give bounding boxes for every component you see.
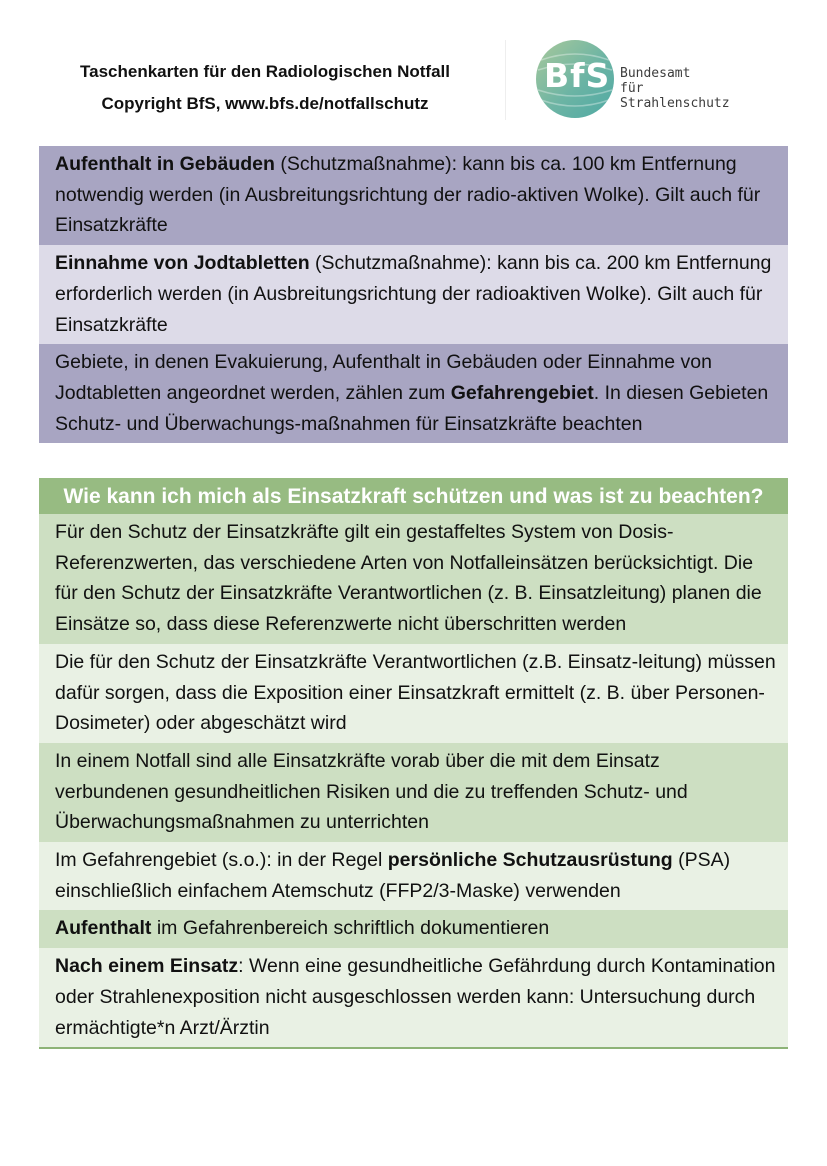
- info-row-iodine: [39, 245, 788, 344]
- info-row-shelter: [39, 146, 788, 245]
- row-text: im Gefahrenbereich schriftlich dokumentieren: [151, 917, 550, 940]
- row-emphasis: Gefahrengebiet: [450, 381, 594, 404]
- row-text: (Schutzmaßnahme): kann bis ca. 200 km Entfernung erforderlich werden (in Ausbreitungsrichtung der radioaktiven Wolke). Gilt auch für Einsatzkräfte: [55, 252, 772, 336]
- logo-mark-text: BfS: [544, 56, 611, 95]
- row-text: In einem Notfall sind alle Einsatzkräfte vorab über die mit dem Einsatz verbundenen gesundheitlichen Risiken und die zu treffenden Schutz- und Überwachungsmaßnahmen zu unterrichten: [55, 749, 688, 834]
- protective-measures-section: [39, 146, 788, 443]
- row-text: Im Gefahrengebiet (s.o.): in der Regel: [55, 849, 388, 872]
- row-text: Für den Schutz der Einsatzkräfte gilt ein gestaffeltes System von Dosis-Referenzwerten, das verschiedene Arten von Notfalleinsätzen berücksichtigt. Die für den Schutz der Einsatzkräfte Verantwortlichen (z. B. Einsatzleitung) planen die Einsätze so, dass diese Referenzwerte nicht überschritten werden: [55, 521, 762, 636]
- info-row-exposure: [39, 644, 788, 743]
- info-row-documentation: [39, 910, 788, 948]
- info-row-reference-values: [39, 514, 788, 644]
- row-text: : Wenn eine gesundheitliche Gefährdung durch Kontamination oder Strahlenexposition nicht ausgeschlossen werden kann: Untersuchung durch ermächtigte*n Arzt/Ärztin: [55, 955, 776, 1039]
- row-emphasis: Einnahme von Jodtabletten: [55, 252, 310, 275]
- row-emphasis: persönliche Schutzausrüstung: [387, 849, 673, 872]
- responder-protection-section: [39, 478, 788, 1049]
- row-emphasis: Aufenthalt in Gebäuden: [55, 153, 275, 175]
- logo-name-line1: Bundesamt: [620, 66, 691, 81]
- row-text: (PSA) einschließlich einfachem Atemschutz (FFP2/3-Maske) verwenden: [55, 849, 731, 902]
- header-divider: [505, 40, 506, 120]
- info-row-ppe: [39, 842, 788, 910]
- header-copyright: Copyright BfS, www.bfs.de/notfallschutz: [101, 94, 429, 113]
- header-title: Taschenkarten für den Radiologischen Notfall: [80, 62, 450, 81]
- row-text: Die für den Schutz der Einsatzkräfte Verantwortlichen (z.B. Einsatz-leitung) müssen dafür sorgen, dass die Exposition einer Einsatzkraft ermittelt (z. B. über Personen-Dosimeter) oder abgeschätzt wird: [55, 650, 776, 735]
- logo-name-line2: für Strahlenschutz: [620, 81, 730, 111]
- row-text: . In diesen Gebieten Schutz- und Überwachungs-maßnahmen für Einsatzkräfte beachten: [55, 381, 769, 435]
- row-emphasis: Aufenthalt: [55, 917, 152, 940]
- info-row-briefing: [39, 743, 788, 842]
- card-header: [30, 56, 500, 120]
- bfs-logo: [530, 38, 760, 122]
- section-title: Wie kann ich mich als Einsatzkraft schützen und was ist zu beachten?: [39, 478, 788, 514]
- row-text: (Schutzmaßnahme): kann bis ca. 100 km Entfernung notwendig werden (in Ausbreitungsrichtung der radio-aktiven Wolke). Gilt auch für Einsatzkräfte: [55, 153, 761, 237]
- logo-agency-name: [620, 66, 760, 111]
- info-row-danger-zone: [39, 344, 788, 443]
- row-emphasis: Nach einem Einsatz: [55, 955, 239, 978]
- row-text: Gebiete, in denen Evakuierung, Aufenthalt in Gebäuden oder Einnahme von Jodtabletten angeordnet werden, zählen zum: [55, 351, 712, 404]
- info-row-after-operation: [39, 948, 788, 1047]
